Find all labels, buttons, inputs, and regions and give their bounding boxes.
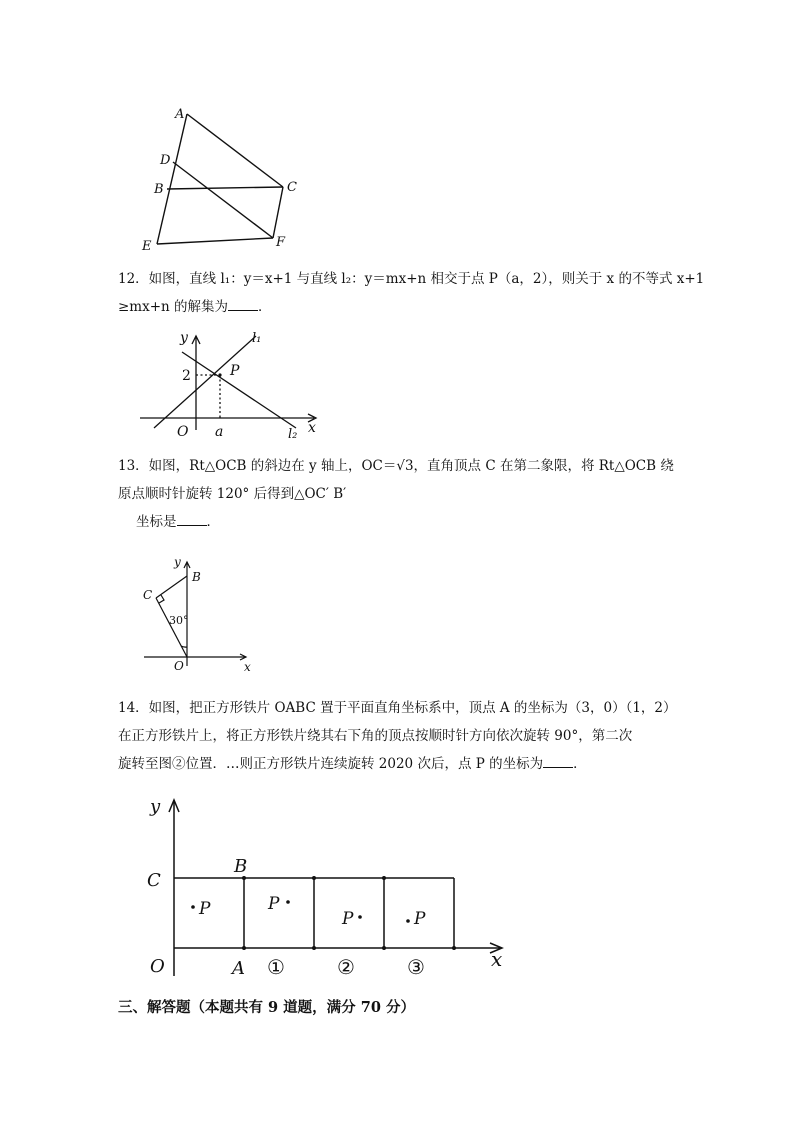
figure-q12-svg [140, 328, 340, 446]
edge-ef [157, 238, 273, 244]
axis-label-x: x [308, 420, 316, 436]
figure-q12 [140, 328, 340, 446]
vertex-a [242, 946, 246, 950]
answer-blank-14[interactable] [543, 753, 573, 768]
tick-label-2: 2 [182, 368, 191, 384]
position-label-2: ② [337, 955, 355, 979]
question-14-line-3-suffix: ． [573, 756, 587, 772]
vertex-top-3 [382, 876, 386, 880]
label-p-2: P [342, 909, 354, 929]
edge-ae [157, 114, 187, 244]
segment-bc [167, 187, 283, 189]
right-angle-mark [159, 595, 164, 603]
point-p-2 [358, 915, 362, 919]
position-label-3: ③ [407, 955, 425, 979]
figure-q13 [140, 552, 270, 674]
segment-df [173, 162, 273, 238]
figure-quadrilateral [135, 100, 315, 260]
axis-label-y: y [180, 330, 188, 346]
question-13-line-3 [136, 508, 698, 536]
figure-q13-svg [140, 552, 270, 674]
edge-cf [273, 187, 283, 238]
origin-label: O [150, 956, 165, 977]
question-12-line-2-suffix: ． [258, 299, 272, 315]
label-p-0: P [199, 899, 211, 919]
point-p-1 [286, 900, 290, 904]
axis-label-y: y [174, 555, 181, 569]
label-p-3: P [414, 909, 426, 929]
line-label-l2: l₂ [288, 427, 298, 442]
point-p-0 [191, 905, 195, 909]
section-3-heading: 三、解答题（本题共有 9 道题，满分 70 分） [118, 999, 415, 1016]
label-c: C [143, 588, 153, 602]
axis-label-y: y [150, 796, 161, 817]
answer-blank-12[interactable] [228, 296, 258, 311]
question-14-line-1: 14．如图，把正方形铁片 OABC 置于平面直角坐标系中，顶点 A 的坐标为（3，0）（1，2） [118, 700, 677, 716]
question-14-line-2: 在正方形铁片上，将正方形铁片绕其右下角的顶点按顺时针方向依次旋转 90°，第二次 [118, 728, 633, 744]
question-13-line-3-suffix: ． [206, 514, 220, 530]
segment-co [156, 598, 187, 657]
point-p [218, 373, 221, 376]
question-14-line-3 [118, 750, 698, 778]
question-13-line-3-prefix: 坐标是 [136, 514, 177, 530]
vertex-bottom-4 [452, 946, 456, 950]
label-b: B [234, 856, 248, 877]
answer-blank-13[interactable] [177, 511, 207, 526]
angle-arc [181, 646, 187, 647]
axis-label-x: x [244, 660, 251, 674]
axis-label-x: x [491, 947, 503, 971]
point-label-p: P [230, 363, 240, 379]
vertex-bottom-2 [312, 946, 316, 950]
label-e: E [142, 239, 152, 254]
label-b: B [192, 570, 201, 584]
vertex-top-2 [312, 876, 316, 880]
question-13 [118, 452, 698, 536]
edge-ac [187, 114, 283, 187]
label-f: F [276, 235, 286, 250]
origin-label: O [177, 424, 189, 440]
question-12-line-2 [118, 293, 698, 321]
label-a: A [175, 107, 185, 122]
question-14-line-3-prefix: 旋转至图②位置．…则正方形铁片连续旋转 2020 次后，点 P 的坐标为 [118, 756, 544, 772]
figure-q14-svg [140, 790, 520, 985]
label-b: B [154, 182, 164, 197]
label-c: C [147, 870, 161, 891]
position-label-1: ① [267, 955, 285, 979]
label-o: O [174, 659, 184, 673]
question-13-line-1: 13．如图，Rt△OCB 的斜边在 y 轴上，OC＝√3，直角顶点 C 在第二象限，将 Rt△OCB 绕 [118, 458, 674, 474]
segment-bc [156, 576, 187, 598]
question-12-line-1: 12．如图，直线 l₁：y＝x+1 与直线 l₂：y＝mx+n 相交于点 P（a，2），则关于 x 的不等式 x+1 [118, 271, 705, 287]
tick-label-a: a [215, 424, 224, 440]
label-p-1: P [268, 894, 280, 914]
figure-quadrilateral-svg [135, 100, 315, 260]
label-d: D [160, 153, 171, 168]
question-14 [118, 694, 698, 778]
question-13-line-2: 原点顺时针旋转 120° 后得到△OC′ B′ [118, 486, 347, 502]
point-p-3 [406, 919, 410, 923]
line-l1 [154, 336, 256, 428]
figure-q14 [140, 790, 520, 985]
angle-label-30: 30° [169, 614, 189, 627]
label-c: C [287, 180, 297, 195]
vertex-bottom-3 [382, 946, 386, 950]
question-12-line-2-prefix: ≥mx+n 的解集为 [118, 299, 229, 315]
question-12 [118, 265, 705, 321]
label-a: A [232, 958, 245, 979]
line-label-l1: l₁ [252, 331, 262, 346]
